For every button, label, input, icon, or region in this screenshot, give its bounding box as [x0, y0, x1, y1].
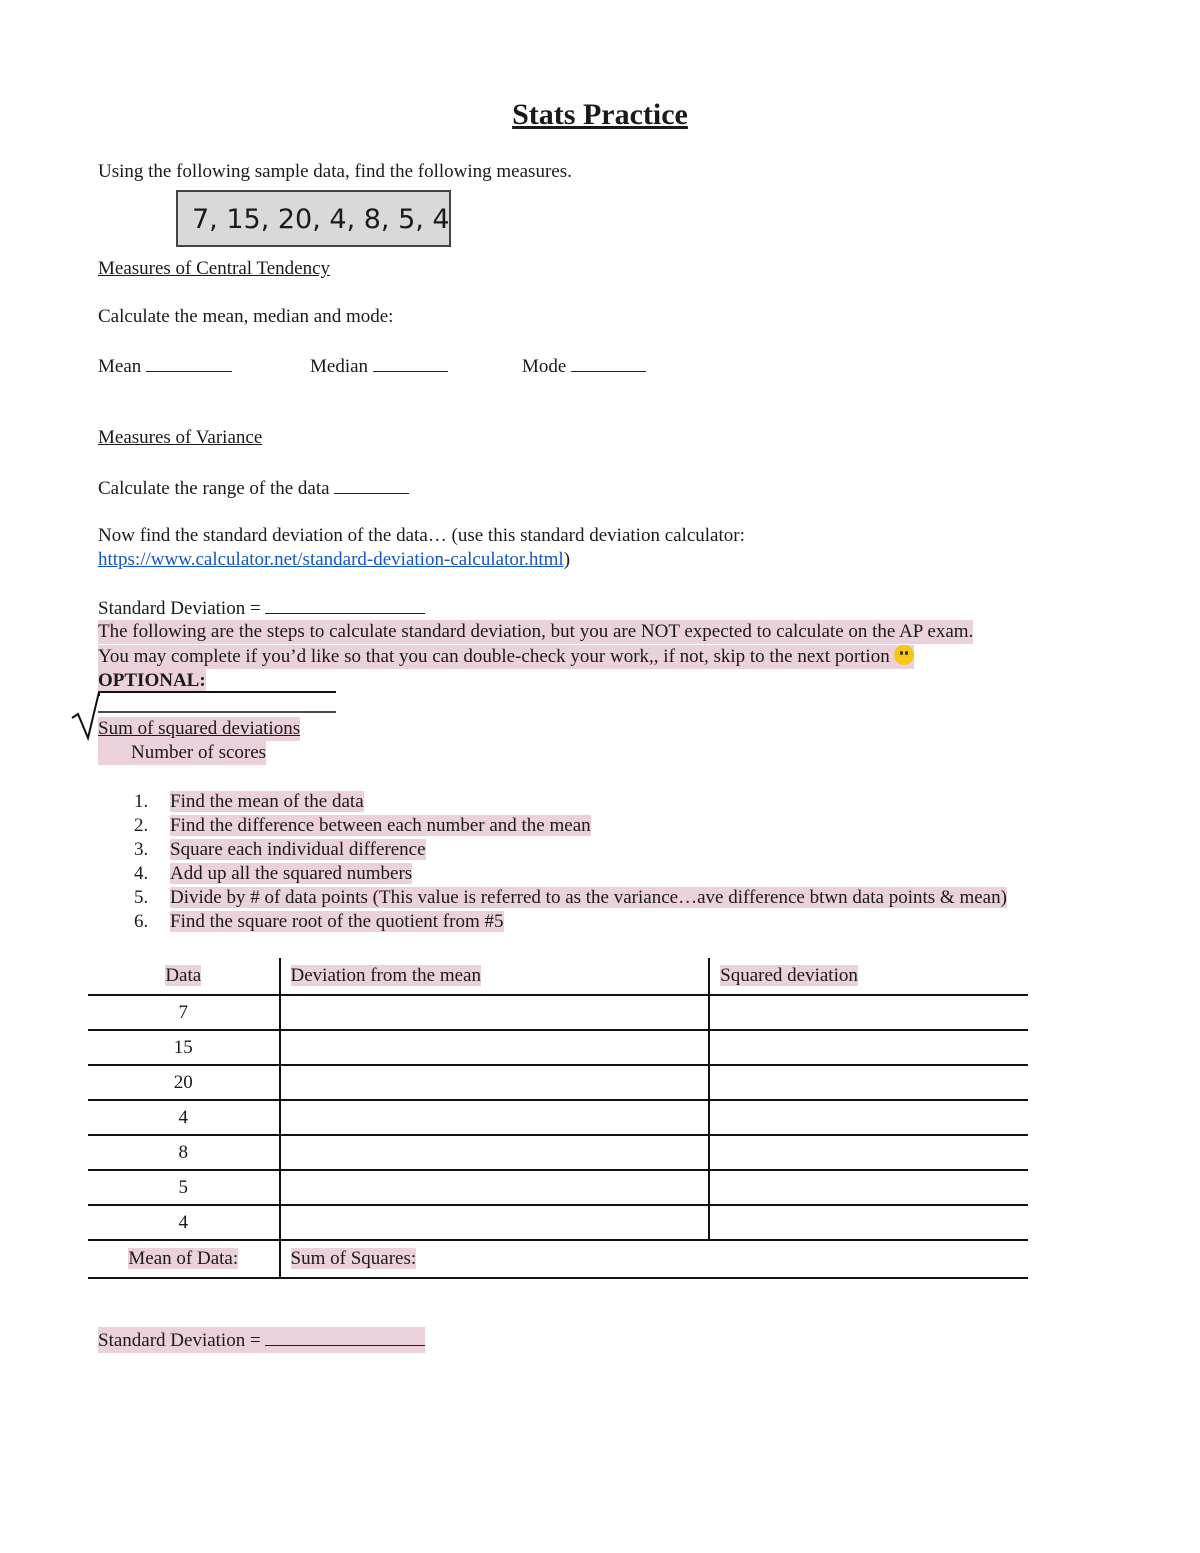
list-item: 4. Add up all the squared numbers: [134, 863, 413, 884]
optional-note-2: You may complete if you’d like so that you can double-check your work,, if not, skip to the next portion: [98, 646, 890, 667]
median-field: [310, 353, 448, 379]
formula-numerator: Sum of squared deviations: [98, 718, 301, 739]
header-data: Data: [88, 958, 280, 995]
deviation-cell[interactable]: [280, 1065, 710, 1100]
squared-cell[interactable]: [709, 1065, 1028, 1100]
table-row: [88, 1065, 1028, 1100]
table-row: [88, 1135, 1028, 1170]
range-blank[interactable]: [334, 475, 409, 494]
deviation-cell[interactable]: [280, 1205, 710, 1240]
mode-blank[interactable]: [571, 353, 646, 372]
link-close-paren: ): [563, 549, 571, 570]
list-item: 3. Square each individual difference: [134, 839, 426, 860]
final-sd-blank[interactable]: [265, 1327, 425, 1346]
sample-data-box: 7, 15, 20, 4, 8, 5, 4: [176, 190, 451, 247]
list-item: 2. Find the difference between each number and the mean: [134, 815, 591, 836]
range-prompt: Calculate the range of the data: [98, 478, 330, 499]
data-cell: 8: [88, 1135, 280, 1170]
deviation-table: [88, 958, 1028, 1279]
header-deviation: Deviation from the mean: [280, 958, 710, 995]
mode-field: [522, 353, 646, 379]
data-cell: 7: [88, 995, 280, 1030]
mode-label: Mode: [522, 356, 567, 377]
deviation-cell[interactable]: [280, 1030, 710, 1065]
data-cell: 15: [88, 1030, 280, 1065]
variance-heading: Measures of Variance: [98, 427, 263, 448]
sd-label: Standard Deviation =: [98, 598, 261, 619]
final-sd-field: [98, 1327, 425, 1353]
steps-list: [134, 790, 1007, 934]
median-label: Median: [310, 356, 369, 377]
mean-blank[interactable]: [146, 353, 232, 372]
intro-text: Using the following sample data, find the following measures.: [98, 161, 572, 182]
squared-cell[interactable]: [709, 1135, 1028, 1170]
squared-cell[interactable]: [709, 1205, 1028, 1240]
table-footer-row: [88, 1240, 1028, 1278]
central-tendency-heading: Measures of Central Tendency: [98, 258, 331, 279]
squared-cell[interactable]: [709, 1170, 1028, 1205]
header-squared: Squared deviation: [709, 958, 1028, 995]
smiley-icon: [894, 645, 914, 665]
mean-field: [98, 353, 232, 379]
sd-blank[interactable]: [265, 595, 425, 614]
list-item: 6. Find the square root of the quotient from #5: [134, 911, 504, 932]
calculator-link-line: [98, 548, 570, 572]
table-row: [88, 1100, 1028, 1135]
page-title: Stats Practice: [512, 98, 688, 131]
table-row: [88, 1030, 1028, 1065]
data-cell: 5: [88, 1170, 280, 1205]
squared-cell[interactable]: [709, 1030, 1028, 1065]
sd-prompt: Now find the standard deviation of the data… (use this standard deviation calculator:: [98, 525, 745, 546]
squared-cell[interactable]: [709, 995, 1028, 1030]
data-cell: 4: [88, 1205, 280, 1240]
table-row: [88, 1170, 1028, 1205]
mean-label: Mean: [98, 356, 142, 377]
data-cell: 20: [88, 1065, 280, 1100]
list-item: 5. Divide by # of data points (This value is referred to as the variance…ave difference btwn data points & mean): [134, 887, 1007, 908]
sd-field: [98, 595, 425, 621]
squared-cell[interactable]: [709, 1100, 1028, 1135]
calculator-link[interactable]: https://www.calculator.net/standard-deviation-calculator.html: [98, 549, 564, 570]
table-row: [88, 1205, 1028, 1240]
optional-note-2-line: [98, 645, 914, 669]
optional-label: OPTIONAL:: [98, 670, 206, 691]
mean-of-data-cell[interactable]: Mean of Data:: [88, 1240, 280, 1278]
optional-note-1: The following are the steps to calculate standard deviation, but you are NOT expected to calculate on the AP exam.: [98, 621, 974, 642]
deviation-cell[interactable]: [280, 995, 710, 1030]
list-item: 1. Find the mean of the data: [134, 791, 364, 812]
range-field: [98, 475, 409, 501]
final-sd-label: Standard Deviation =: [98, 1330, 261, 1351]
formula-denominator: Number of scores: [98, 741, 266, 765]
sum-of-squares-cell[interactable]: Sum of Squares:: [280, 1240, 1028, 1278]
table-row: [88, 995, 1028, 1030]
data-cell: 4: [88, 1100, 280, 1135]
median-blank[interactable]: [373, 353, 448, 372]
deviation-cell[interactable]: [280, 1170, 710, 1205]
deviation-cell[interactable]: [280, 1135, 710, 1170]
central-instruction: Calculate the mean, median and mode:: [98, 306, 394, 327]
deviation-cell[interactable]: [280, 1100, 710, 1135]
